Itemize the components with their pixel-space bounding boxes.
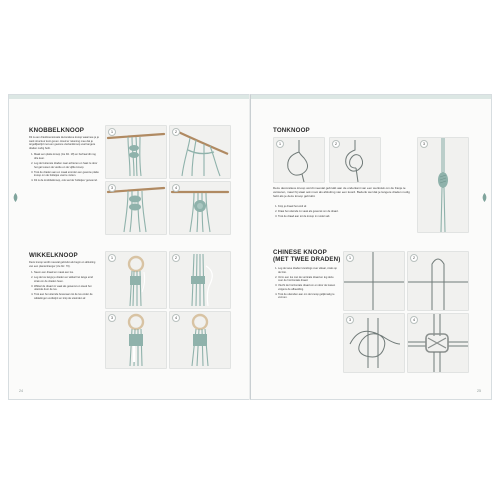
tonknoop-heading: TONKNOOP <box>273 127 310 134</box>
step-badge: 2 <box>172 254 180 262</box>
book-spread <box>0 94 500 400</box>
wikkelknoop-intro: Deze knoop wordt meestal gebruikt als begin en afsluiting van een plantenhanger (zie blz. 70). <box>29 261 96 268</box>
wikkelknoop-photo-3 <box>105 311 167 369</box>
left-page <box>8 94 250 400</box>
step: 1. Leg de twee draden kruislings over elkaar, zoals op de foto. <box>278 267 339 274</box>
step: 1. Neem een draad en maak een lus. <box>34 271 99 275</box>
macrame-image <box>408 314 468 372</box>
wikkelknoop-heading: WIKKELKNOOP <box>29 252 78 259</box>
wikkelknoop-photo-4 <box>169 311 231 369</box>
step-badge: 2 <box>172 128 180 136</box>
chinese-knoop-photo-1 <box>343 251 405 311</box>
macrame-image <box>344 314 404 372</box>
macrame-image <box>408 252 468 310</box>
step: 4. Dit is de knobbelknoop, ook wel de 'bolletjes' genoemd. <box>34 179 99 183</box>
step: 3. Vlecht de horizontale draad om en door de lussen volgens de afbeelding. <box>278 284 339 291</box>
step-badge: 4 <box>172 314 180 322</box>
chinese-knoop-photo-3 <box>343 313 405 373</box>
page-number: 25 <box>477 389 481 393</box>
step: 3. Wikkel de draad zo vaak als gewenst en steek het uiteinde door de lus. <box>34 285 99 292</box>
wikkelknoop-steps <box>29 271 99 300</box>
knobbelknoop-photo-1 <box>105 125 167 179</box>
knobbelknoop-heading: KNOBBELKNOOP <box>29 127 85 134</box>
wikkelknoop-photo-1 <box>105 251 167 309</box>
macrame-image <box>418 138 468 232</box>
step: 4. Trek de uiteinden aan om de knoop gelijkmatig te vormen. <box>278 293 339 300</box>
step: 2. Leg de lus langs je draden en wikkel het lange eind strak om de draden heen. <box>34 276 99 283</box>
step-badge: 1 <box>108 254 116 262</box>
step: 2. Leg de buitenste draden naar achteren en haal ze door het gat tussen de vierde en de vijfde knoop. <box>34 162 99 169</box>
chinese-knoop-steps <box>273 267 339 300</box>
tonknoop-photo-3 <box>417 137 469 233</box>
step-badge: 1 <box>346 254 354 262</box>
step-badge: 2 <box>332 140 340 148</box>
step-badge: 1 <box>108 128 116 136</box>
knobbelknoop-intro: Dit is een driedimensionale decoratieve knoop waarmee je je werk structuur kunt geven. Houd er rekening mee dat je tergelijkertijd met een gewone vierkantknoop veel langere draden nodig hebt. <box>29 136 99 150</box>
chinese-knoop-photo-2 <box>407 251 469 311</box>
chinese-knoop-heading: CHINESE KNOOP (MET TWEE DRADEN) <box>273 249 341 263</box>
right-page <box>250 94 492 400</box>
knobbelknoop-text <box>29 136 99 184</box>
step: 1. Maak een platte knoop (zie blz. 18) en herhaal dit nog drie keer. <box>34 153 99 160</box>
step: 3. Trek de draad aan tot de knoop in model valt. <box>278 215 411 219</box>
chinese-knoop-photo-4 <box>407 313 469 373</box>
step-badge: 2 <box>410 254 418 262</box>
step: 4. Trek aan het uiteinde bovenaan tot de lus onder de wikkelingen verdwijnt en knip de uiteinden af. <box>34 293 99 300</box>
top-band <box>9 95 250 99</box>
step: 2. Draai het uiteinde zo vaak als gewenst om de draad. <box>278 210 411 214</box>
knobbelknoop-photo-3 <box>105 181 167 235</box>
tonknoop-text <box>273 205 411 220</box>
step-badge: 3 <box>108 314 116 322</box>
leaf-icon <box>482 193 487 202</box>
step: 2. Vorm een lus met de verticale draad en leg deze over de horizontale draad. <box>278 276 339 283</box>
step-badge: 4 <box>172 184 180 192</box>
step: 3. Trek de draden aan en maak eronder een gewone platte knoop om de bolletjes vast te zetten. <box>34 171 99 178</box>
macrame-image <box>344 252 404 310</box>
chinese-knoop-text <box>273 267 339 301</box>
step: 1. Knip je draad het eind af. <box>278 205 411 209</box>
top-band <box>251 95 491 99</box>
knobbelknoop-photo-2 <box>169 125 231 179</box>
tonknoop-steps <box>273 205 411 219</box>
wikkelknoop-photo-2 <box>169 251 231 309</box>
knobbelknoop-steps <box>29 153 99 182</box>
step-badge: 3 <box>108 184 116 192</box>
page-number: 24 <box>19 389 23 393</box>
wikkelknoop-text <box>29 261 99 302</box>
step-badge: 4 <box>410 316 418 324</box>
step-badge: 3 <box>420 140 428 148</box>
tonknoop-photo-1 <box>273 137 325 183</box>
tonknoop-photo-2 <box>329 137 381 183</box>
step-badge: 1 <box>276 140 284 148</box>
leaf-icon <box>13 193 18 202</box>
knobbelknoop-photo-4 <box>169 181 231 235</box>
tonknoop-intro: Deze decoratieve knoop wordt meestal gebruikt aan de onderkant van een werkstuk om de franje te versieren, maar hij staat ook mooi als afsluiting van een koord. Bedenk wel dat je langere draden nodig hebt als je deze knoop gebruikt. <box>273 186 410 198</box>
step-badge: 3 <box>346 316 354 324</box>
